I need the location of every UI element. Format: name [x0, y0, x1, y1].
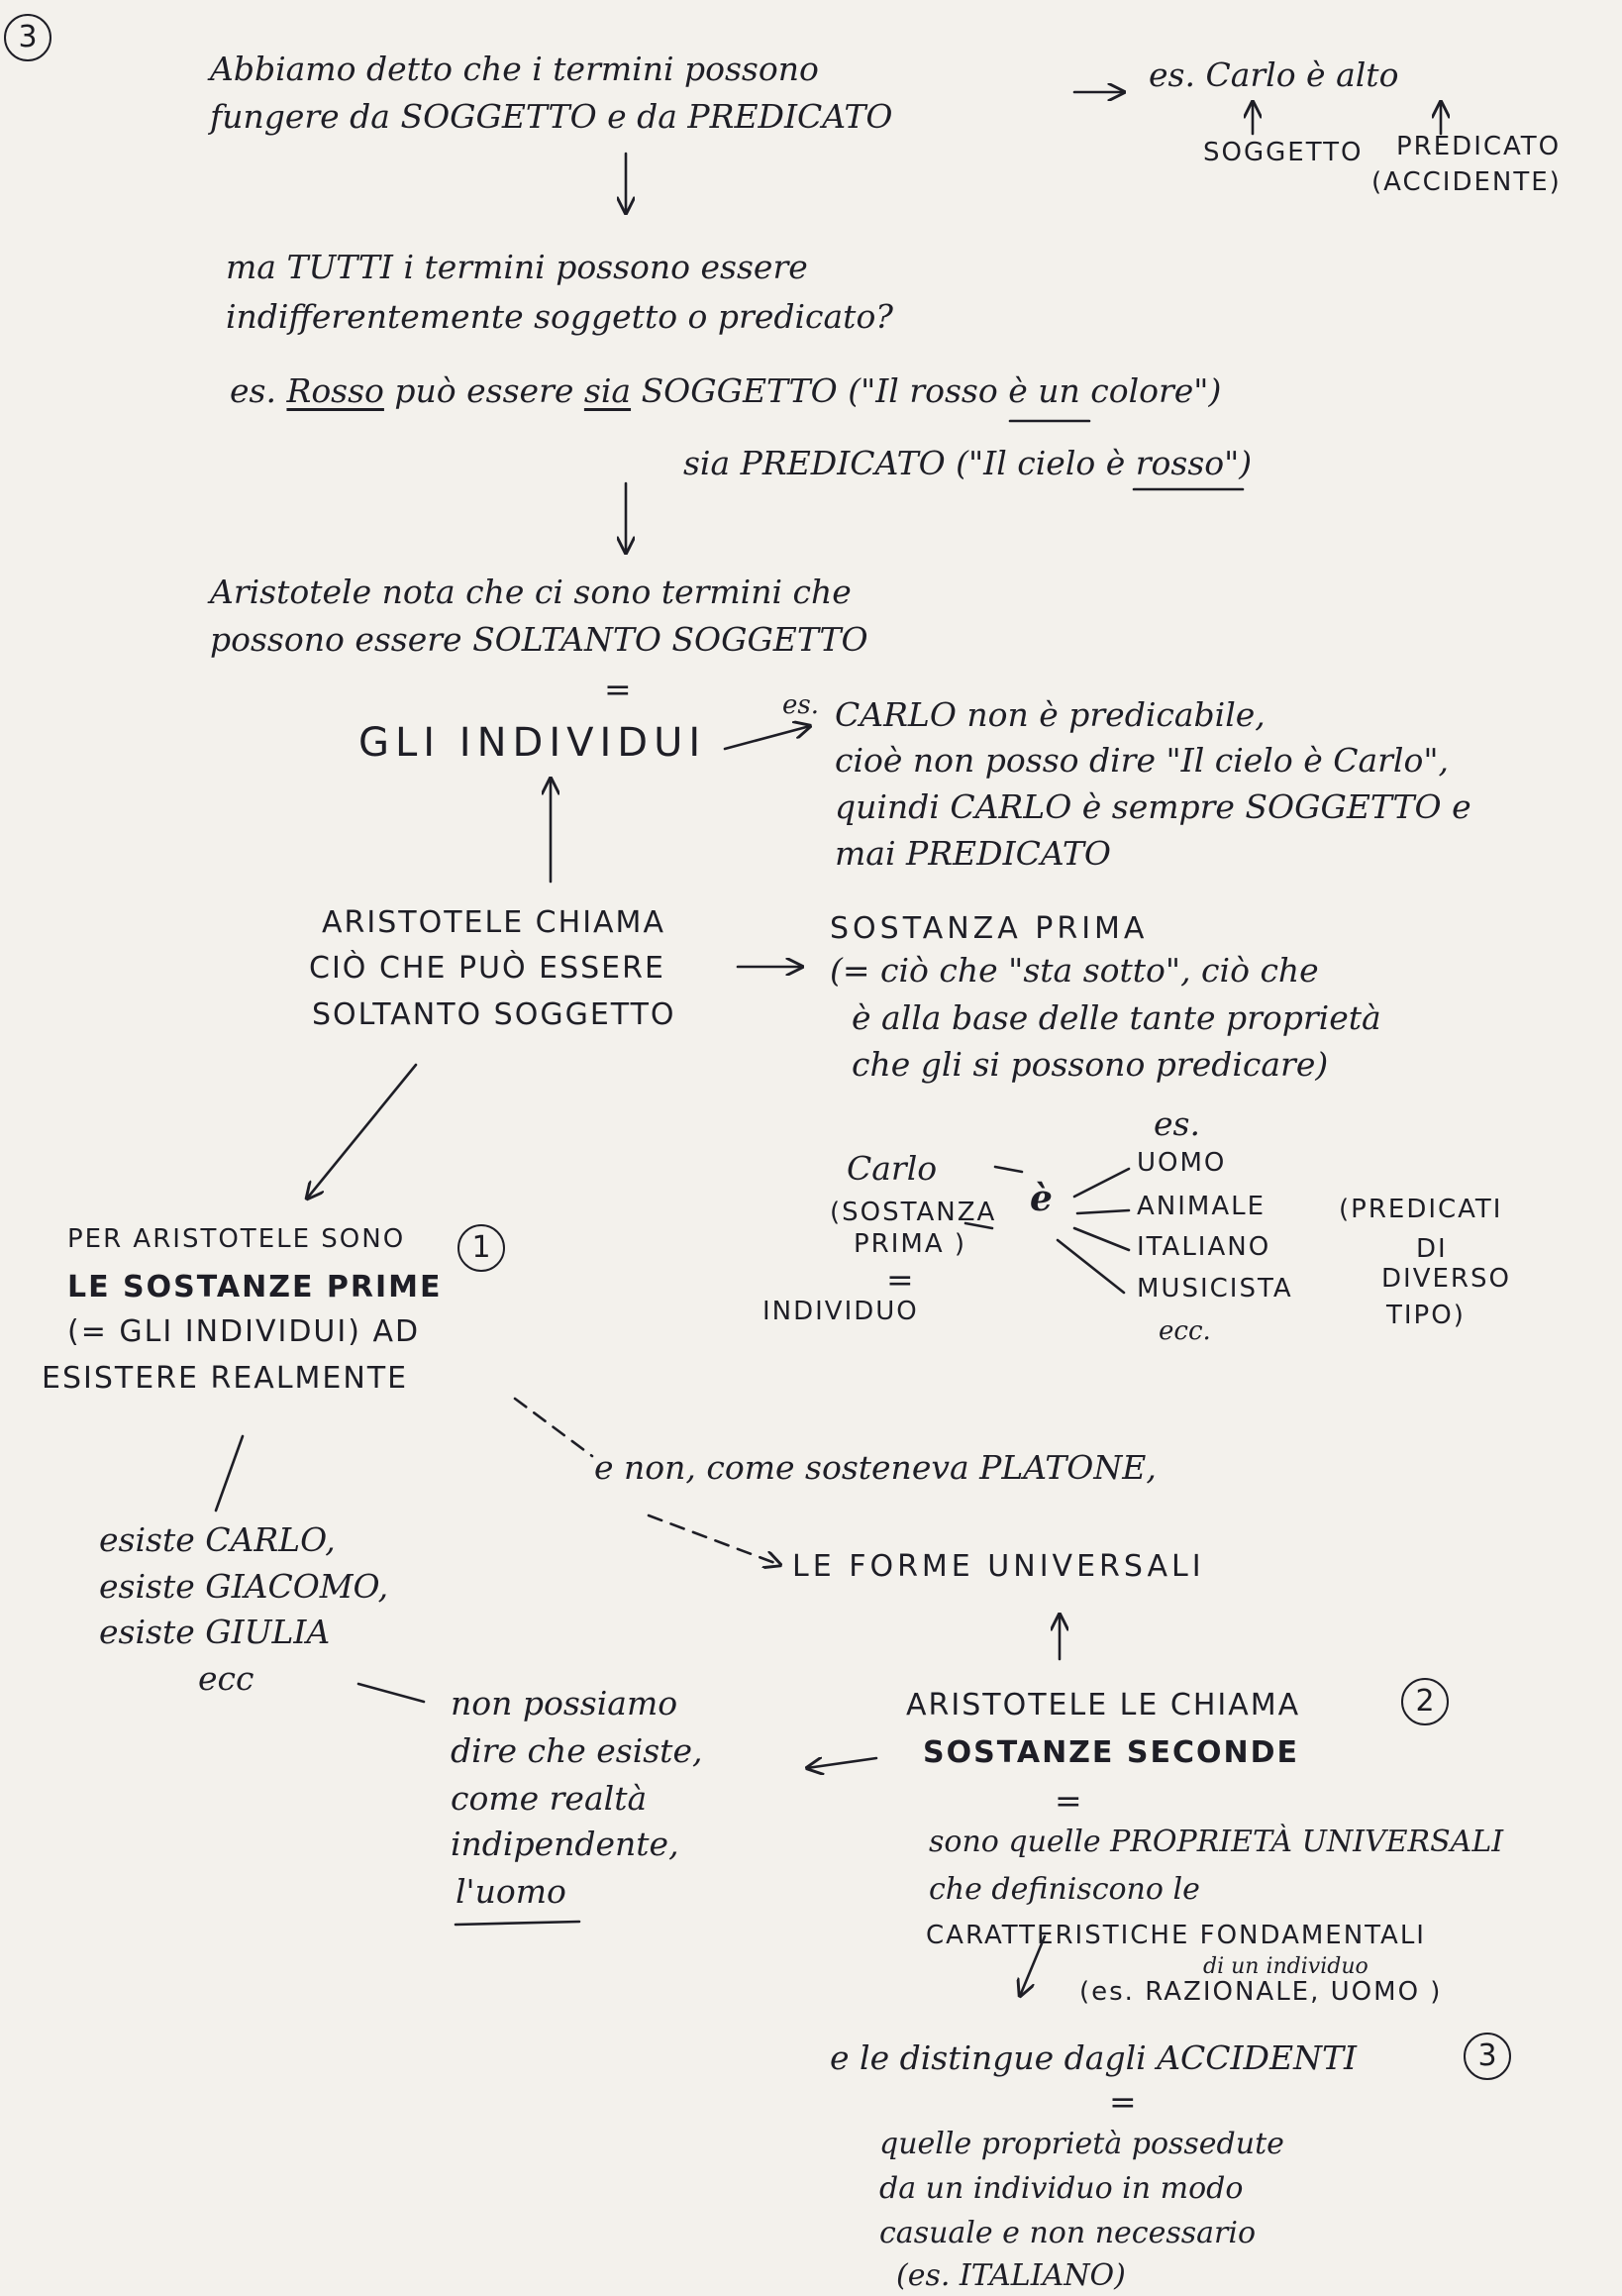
sostanze-prime-line-3: (= GLI INDIVIDUI) AD: [67, 1314, 421, 1349]
dashed-to-forme: [649, 1515, 780, 1565]
carlo-diagram-carlo: Carlo: [847, 1149, 938, 1188]
carlo-note-es: es.: [782, 690, 819, 720]
sostanze-seconde-desc-3: CARATTERISTICHE FONDAMENTALI: [926, 1921, 1426, 1950]
aristotle-calls-line-1: ARISTOTELE CHIAMA: [322, 905, 665, 940]
label-predicato: PREDICATO: [1396, 132, 1562, 161]
intro-line-1: Abbiamo detto che i termini possono: [210, 50, 819, 88]
uomo-note-line-5: l'uomo: [456, 1872, 566, 1911]
accidenti-desc-4: (es. ITALIANO): [896, 2258, 1126, 2293]
platone-line: e non, come sosteneva PLATONE,: [594, 1448, 1157, 1487]
sostanza-prima-line-1: (= ciò che "sta sotto", ciò che: [830, 951, 1319, 990]
esiste-carlo: esiste CARLO,: [99, 1520, 336, 1559]
page-number-badge: 3: [4, 14, 51, 61]
rosso-rest: SOGGETTO ("Il rosso è un colore"): [641, 371, 1222, 410]
carlo-diagram-sub-2: PRIMA ): [854, 1229, 967, 1259]
predicates-note-3: DIVERSO: [1381, 1264, 1511, 1294]
sostanze-seconde-desc-2: che definiscono le: [929, 1872, 1200, 1907]
equals-sign-seconde: =: [1055, 1781, 1082, 1820]
example-carlo-alto: es. Carlo è alto: [1149, 55, 1399, 94]
sostanze-prime-line-4: ESISTERE REALMENTE: [42, 1361, 409, 1396]
pred-line-uomo: [1074, 1169, 1129, 1197]
arrow-to-uomo-note: [807, 1758, 876, 1768]
pred-line-musicista: [1058, 1240, 1124, 1293]
sostanza-prima-line-3: che gli si possono predicare): [852, 1045, 1329, 1084]
intro-line-2: fungere da SOGGETTO e da PREDICATO: [210, 97, 893, 136]
sia-word: sia: [583, 371, 632, 410]
sostanze-seconde-line-2: SOSTANZE SECONDE: [923, 1735, 1299, 1770]
equals-sign-1: =: [604, 670, 632, 708]
accidenti-desc-3: casuale e non necessario: [879, 2216, 1257, 2250]
rosso-example-line-2: sia PREDICATO ("Il cielo è rosso"): [683, 444, 1253, 482]
sostanze-prime-line-1: PER ARISTOTELE SONO: [67, 1224, 406, 1254]
predicate-animale: ANIMALE: [1137, 1192, 1267, 1221]
carlo-note-line-4: mai PREDICATO: [835, 834, 1111, 873]
arrow-individui-to-carlo: [725, 726, 810, 749]
esiste-giacomo: esiste GIACOMO,: [99, 1567, 389, 1606]
uomo-note-line-2: dire che esiste,: [451, 1731, 703, 1770]
rosso-mid: può essere: [394, 371, 574, 410]
predicate-musicista: MUSICISTA: [1137, 1274, 1293, 1304]
equals-sign-accidenti: =: [1109, 2082, 1137, 2121]
carlo-diagram-is: è: [1030, 1178, 1053, 1219]
sostanze-seconde-desc-1: sono quelle PROPRIETÀ UNIVERSALI: [929, 1825, 1504, 1859]
sostanze-seconde-line-1: ARISTOTELE LE CHIAMA: [906, 1688, 1301, 1722]
pred-line-animale: [1077, 1210, 1129, 1213]
rosso-word: Rosso: [286, 371, 384, 410]
line-to-esiste: [216, 1436, 243, 1511]
sostanze-seconde-desc-4: (es. RAZIONALE, UOMO ): [1079, 1977, 1443, 2007]
question-line-2: indifferentemente soggetto o predicato?: [226, 297, 894, 336]
line-ecc-to-note: [358, 1684, 424, 1702]
aristotle-note-line-1: Aristotele nota che ci sono termini che: [210, 573, 852, 611]
accidenti-desc-1: quelle proprietà possedute: [879, 2127, 1284, 2161]
aristotle-note-line-2: possono essere SOLTANTO SOGGETTO: [210, 620, 868, 659]
predicates-note-1: (PREDICATI: [1339, 1195, 1503, 1224]
esiste-ecc: ecc: [198, 1659, 254, 1698]
predicate-italiano: ITALIANO: [1137, 1232, 1271, 1262]
carlo-note-line-3: quindi CARLO è sempre SOGGETTO e: [835, 787, 1471, 826]
accidenti-desc-2: da un individuo in modo: [879, 2171, 1244, 2206]
carlo-note-line-2: cioè non posso dire "Il cielo è Carlo",: [835, 741, 1450, 780]
uomo-note-line-4: indipendente,: [451, 1825, 679, 1863]
uomo-note-line-1: non possiamo: [451, 1684, 678, 1722]
label-accidente: (ACCIDENTE): [1371, 167, 1562, 197]
carlo-note-line-1: CARLO non è predicabile,: [835, 695, 1266, 734]
badge-1: 1: [457, 1224, 505, 1272]
arrow-to-sostanze-prime: [307, 1065, 416, 1199]
badge-3: 3: [1464, 2033, 1511, 2080]
sostanze-seconde-desc-4-top: di un individuo: [1203, 1954, 1369, 1979]
sostanze-prime-line-2: LE SOSTANZE PRIME: [67, 1270, 443, 1305]
dashed-to-platone: [515, 1399, 592, 1456]
carlo-diagram-equals: =: [886, 1260, 914, 1299]
label-soggetto: SOGGETTO: [1203, 138, 1364, 167]
carlo-diagram-es: es.: [1154, 1104, 1200, 1143]
rosso-example-line-1: [230, 371, 1221, 411]
pred-line-italiano: [1074, 1228, 1129, 1250]
predicates-note-4: TIPO): [1386, 1301, 1466, 1330]
carlo-dash-right: [995, 1167, 1022, 1172]
aristotle-calls-line-2: CIÒ CHE PUÒ ESSERE: [309, 951, 665, 986]
predicates-note-2: DI: [1416, 1234, 1448, 1264]
underline-uomo: [456, 1922, 579, 1925]
uomo-note-line-3: come realtà: [451, 1779, 648, 1818]
sostanza-prima-line-2: è alla base delle tante proprietà: [852, 998, 1381, 1037]
sostanza-prima-title: SOSTANZA PRIMA: [830, 911, 1149, 946]
forme-universali: LE FORME UNIVERSALI: [792, 1549, 1205, 1584]
predicate-uomo: UOMO: [1137, 1148, 1227, 1178]
carlo-diagram-individuo: INDIVIDUO: [762, 1297, 919, 1326]
aristotle-calls-line-3: SOLTANTO SOGGETTO: [312, 997, 676, 1032]
carlo-diagram-sub-1: (SOSTANZA: [830, 1198, 997, 1227]
esiste-giulia: esiste GIULIA: [99, 1613, 331, 1651]
accidenti-line-1: e le distingue dagli ACCIDENTI: [830, 2038, 1358, 2077]
predicate-ecc: ecc.: [1159, 1316, 1211, 1346]
rosso-es: es.: [230, 371, 276, 410]
badge-2: 2: [1401, 1678, 1449, 1725]
gli-individui: GLI INDIVIDUI: [358, 720, 707, 766]
question-line-1: ma TUTTI i termini possono essere: [226, 248, 808, 286]
